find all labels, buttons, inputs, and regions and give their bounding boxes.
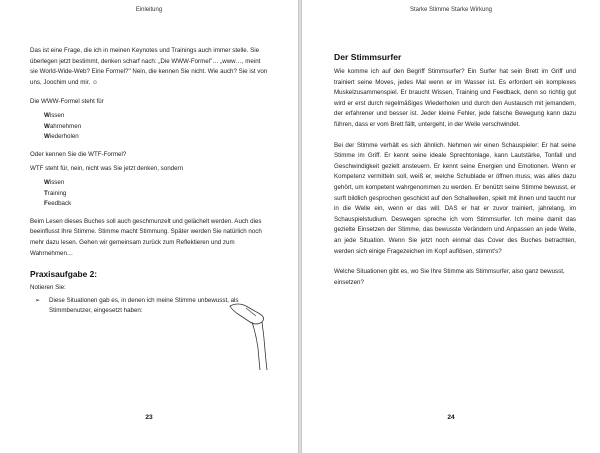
right-page-body	[334, 52, 576, 298]
wtf-intro: WTF steht für, nein, nicht was Sie jetzt denken, sondern	[30, 165, 184, 173]
right-page	[302, 0, 600, 453]
voice-paragraph: Bei der Stimme verhält es sich ähnlich. Nehmen wir einen Schauspieler: Er hat seine Stimme im Griff. Er kennt seine ideale Sprechtonlage, kann Lautstärke, Tonfall und Geschwindigkeit gezielt ansteuern. Er kennt seine Energien und Emotionen. Wenn er Kompetenz vermitteln soll, weiß er, welche Schublade er öffnen muss, was alles dazu gehört, um kompetent wahrgenommen zu werden. Er benützt seine Stimme bewusst, er surft bildlich gesprochen geschickt auf den Schallwellen, spielt mit ihnen und taucht nur in die Welle ein, wenn er das will. DAS er hat er zuvor trainiert, jahrelang, im Schauspielstudium. Deswegen spreche ich vom Stimmsurfer. Ich meine damit das gezielte Einsetzen der Stimme, das bewusste Verändern und Anpassen an jede Welle, an jede Situation. Wenn Sie jetzt noch einmal das Cover des Buches betrachten, werden sich einige Fragezeichen im Kopf auflösen, stimmt's?	[334, 141, 576, 255]
task-bullet: ➢ Diese Situationen gab es, in denen ich meine Stimme unbewusst, als Stimmbenutzer, eingesetzt haben:	[35, 297, 239, 315]
wtf-question: Oder kennen Sie die WTF-Formel?	[30, 150, 127, 158]
arrow-bullet-icon: ➢	[35, 298, 41, 305]
acronym-item: Feedback	[44, 200, 72, 208]
www-intro: Die WWW-Formel steht für	[30, 98, 104, 106]
acronym-item: Wahrnehmen	[44, 122, 82, 130]
acronym-item: Wissen	[44, 111, 65, 119]
section-title: Der Stimmsurfer	[334, 52, 402, 62]
task-instruction: Notieren Sie:	[30, 283, 66, 291]
page-number-left: 23	[145, 414, 153, 421]
task-title: Praxisaufgabe 2:	[30, 269, 98, 280]
question-paragraph: Welche Situationen gibt es, wo Sie Ihre Stimme als Stimmsurfer, also ganz bewusst, einsetzen?	[334, 268, 565, 286]
page-number-right: 24	[447, 414, 455, 421]
www-acronym-list	[30, 111, 270, 143]
left-page-body	[30, 46, 270, 317]
acronym-item: Wiederholen	[44, 133, 79, 141]
surfer-paragraph: Wie komme ich auf den Begriff Stimmsurfer? Ein Surfer hat sein Brett im Griff und trainiert seine Moves, jedes Mal wenn er im Wasser ist. Es erfordert ein komplexes Muskelzusammenspiel. Er braucht Wissen, Training und Feedback, denn so richtig gut wird er erst durch regelmäßiges Wiederholen und durch den Austausch mit jemandem, der erfahrener und besser ist. Jeder kleine Fehler, jede falsche Bewegung kann dazu führen, dass er vom Brett fällt, untergeht, in der Welle verschwindet.	[334, 68, 576, 128]
running-head-right: Starke Stimme Starke Wirkung	[409, 7, 493, 13]
intro-paragraph: Das ist eine Frage, die ich in meinen Keynotes und Trainings auch immer stelle. Sie überlegen jetzt bestimmt, denken scharf nach: „Die WWW-Formel"… „www…, meint sie World-Wide-Web? Eine Formel?" Nein, die kennen Sie nicht. Wie auch? Sie ist von uns, Joochim und mir. ☺	[30, 47, 268, 86]
acronym-item: Wissen	[44, 178, 65, 186]
acronym-item: Training	[44, 189, 67, 197]
wtf-acronym-list	[30, 178, 270, 210]
pen-hand-icon	[226, 300, 274, 372]
book-paragraph: Beim Lesen dieses Buches soll auch geschmunzelt und gelächelt werden. Auch dies beeinflusst Ihre Stimme. Stimme macht Stimmung. Später werden Sie natürlich noch mehr dazu lesen. Gehen wir gemeinsam zurück zum Reflektieren und zum Wahrnehmen…	[30, 217, 262, 257]
running-head-left: Einleitung	[135, 7, 163, 13]
left-page	[0, 0, 298, 453]
